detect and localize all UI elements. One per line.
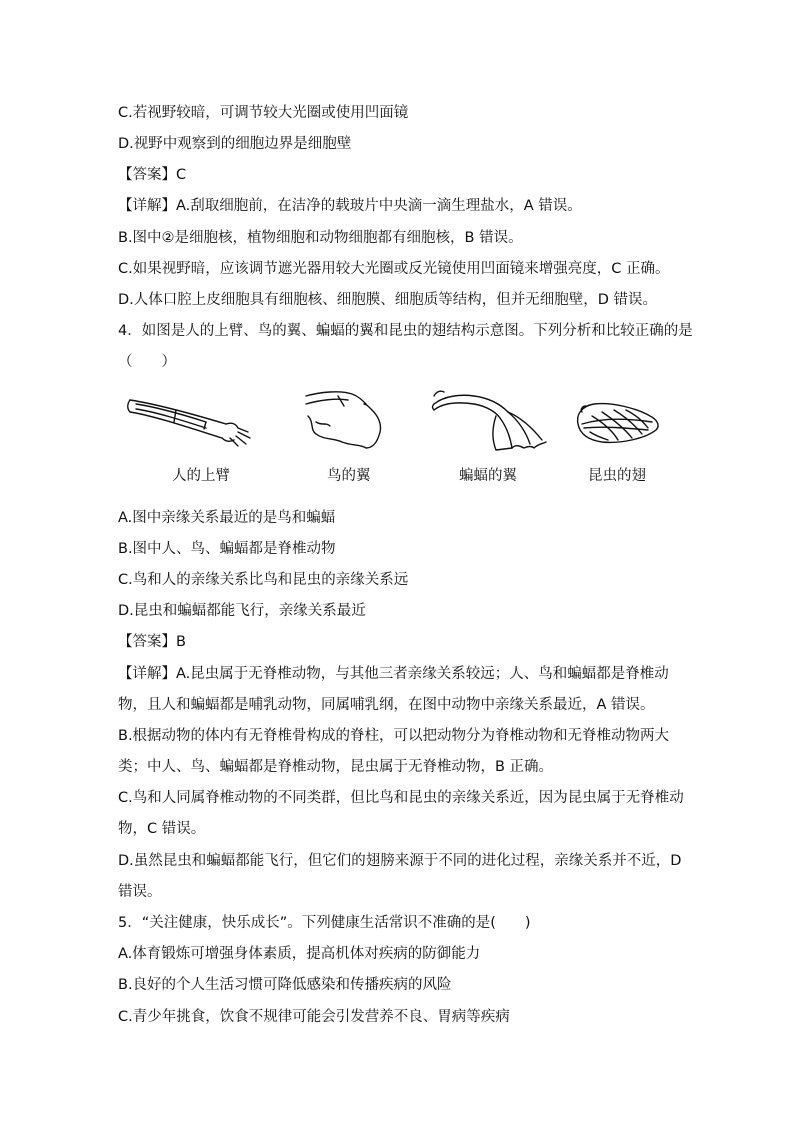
option-a-q4: A.图中亲缘关系最近的是鸟和蝙蝠: [118, 510, 336, 526]
explanation-q4-d-2: 错误。: [118, 884, 162, 900]
explanation-q4-b-2: 类；中人、鸟、蝙蝠都是脊椎动物，昆虫属于无脊椎动物，B 正确。: [118, 759, 554, 775]
option-c-q3: C.若视野较暗，可调节较大光圈或使用凹面镜: [118, 105, 409, 121]
caption-bird-wing: 鸟的翼: [327, 468, 371, 484]
explanation-q4-c-1: C.鸟和人同属脊椎动物的不同类群，但比鸟和昆虫的亲缘关系近，因为昆虫属于无脊椎动: [118, 790, 684, 806]
question-5-stem: 5．“关注健康，快乐成长”。下列健康生活常识不准确的是( ): [118, 915, 531, 931]
option-d-q4: D.昆虫和蝙蝠都能飞行，亲缘关系最近: [118, 603, 366, 619]
insect-wing-illustration: [572, 382, 664, 452]
caption-bat-wing: 蝙蝠的翼: [459, 468, 517, 484]
explanation-q3-a: 【详解】A.刮取细胞前，在洁净的载玻片中央滴一滴生理盐水，A 错误。: [118, 198, 582, 214]
question-4-stem: 4．如图是人的上臂、鸟的翼、蝙蝠的翼和昆虫的翅结构示意图。下列分析和比较正确的是: [118, 323, 693, 339]
explanation-q4-a-1: 【详解】A.昆虫属于无脊椎动物，与其他三者亲缘关系较远；人、鸟和蝙蝠都是脊椎动: [118, 666, 669, 682]
option-a-q5: A.体育锻炼可增强身体素质，提高机体对疾病的防御能力: [118, 946, 481, 962]
option-c-q4: C.鸟和人的亲缘关系比鸟和昆虫的亲缘关系远: [118, 572, 409, 588]
human-arm-illustration: [126, 382, 258, 452]
explanation-q3-d: D.人体口腔上皮细胞具有细胞核、细胞膜、细胞质等结构，但并无细胞壁，D 错误。: [118, 292, 658, 308]
option-b-q4: B.图中人、鸟、蝙蝠都是脊椎动物: [118, 541, 336, 557]
explanation-q3-b: B.图中②是细胞核，植物细胞和动物细胞都有细胞核，B 错误。: [118, 230, 523, 246]
caption-insect-wing: 昆虫的翅: [588, 468, 646, 484]
explanation-q4-b-1: B.根据动物的体内有无脊椎骨构成的脊柱，可以把动物分为脊椎动物和无脊椎动物两大: [118, 728, 670, 744]
answer-q4: 【答案】B: [118, 634, 186, 650]
explanation-q4-a-2: 物，且人和蝙蝠都是哺乳动物，同属哺乳纲，在图中动物中亲缘关系最近，A 错误。: [118, 697, 655, 713]
option-c-q5: C.青少年挑食，饮食不规律可能会引发营养不良、胃病等疾病: [118, 1009, 510, 1025]
explanation-q4-d-1: D.虽然昆虫和蝙蝠都能飞行，但它们的翅膀来源于不同的进化过程，亲缘关系并不近，D: [118, 853, 682, 869]
caption-human-arm: 人的上臂: [172, 468, 230, 484]
explanation-q3-c: C.如果视野暗，应该调节遮光器用较大光圈或反光镜使用凹面镜来增强亮度，C 正确。: [118, 261, 670, 277]
bird-wing-illustration: [300, 382, 386, 452]
explanation-q4-c-2: 物，C 错误。: [118, 821, 206, 837]
question-4-blank: （ ）: [118, 354, 176, 370]
option-b-q5: B.良好的个人生活习惯可降低感染和传播疾病的风险: [118, 977, 452, 993]
bat-wing-illustration: [430, 382, 550, 456]
answer-q3: 【答案】C: [118, 167, 187, 183]
option-d-q3: D.视野中观察到的细胞边界是细胞壁: [118, 136, 352, 152]
